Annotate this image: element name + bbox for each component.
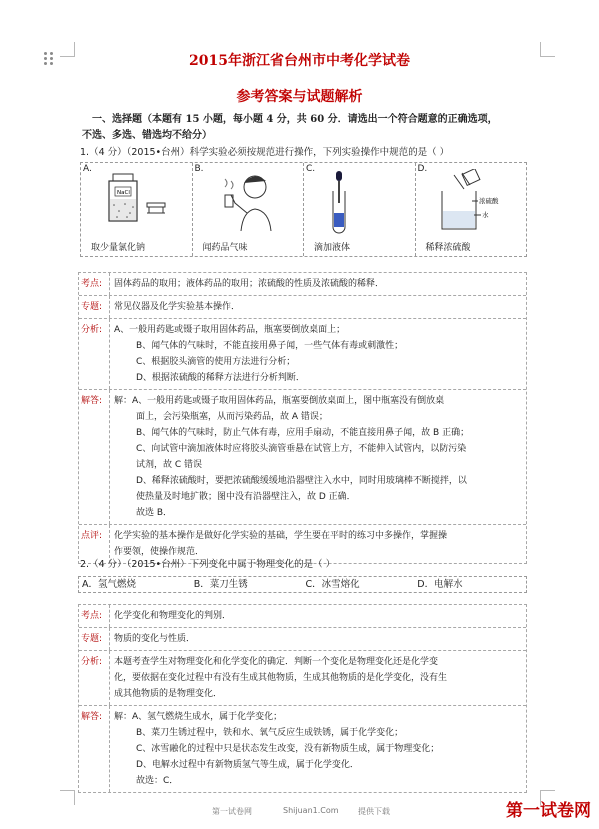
question-2-options xyxy=(78,576,527,593)
reagent-jar-illustration xyxy=(99,169,179,235)
footer-left: 第一试卷网 xyxy=(212,807,252,816)
jieda-row: 解答: 解：A、氢气燃烧生成水，属于化学变化； B、菜刀生锈过程中，铁和水、氧气反应生成铁锈，属于化学变化； C、冰雪融化的过程中只是状态发生改变，没有新物质生成，属于物理变化； D、电解水过程中有新物质氢气等生成，属于化学变化． 故选：C． xyxy=(79,706,526,792)
question-2-stem: 2.（4 分）（2015•台州）下列变化中属于物理变化的是（ ） xyxy=(80,559,336,570)
kaodian-row: 考点: 化学变化和物理变化的判别． xyxy=(79,605,526,628)
footer-site[interactable]: Shijuan1.Com xyxy=(283,806,339,815)
crop-mark-bottom-left xyxy=(60,790,75,805)
person-smelling-illustration xyxy=(211,169,291,235)
option-a: A. NaCl 取少量氯化钠 xyxy=(81,163,193,256)
question-1-analysis xyxy=(78,272,527,564)
option-b: B．菜刀生锈 xyxy=(193,579,248,590)
dianping-row: 点评: 化学实验的基本操作是做好化学实验的基础，学生要在平时的练习中多操作，掌握操 作要领，使操作规范． xyxy=(79,525,526,563)
dropper-test-tube-illustration xyxy=(322,169,402,235)
acid-label: 浓硫酸 xyxy=(478,197,498,205)
option-d: D．电解水 xyxy=(417,579,463,590)
fenxi-row: 分析: A、一般用药匙或镊子取用固体药品，瓶塞要倒放桌面上； B、闻气体的气味时，不能直接用鼻子闻，一些气体有毒或刺激性； C、根据胶头滴管的使用方法进行分析； D、根据浓硫酸的稀释方法进行分析判断． xyxy=(79,319,526,390)
question-1-stem: 1.（4 分）（2015•台州）科学实验必须按规范进行操作，下列实验操作中规范的是（ ） xyxy=(80,147,450,158)
kaodian-row: 考点: 固体药品的取用；液体药品的取用；浓硫酸的性质及浓硫酸的稀释． xyxy=(79,273,526,296)
option-d: D. 浓硫酸 水 稀释浓硫酸 xyxy=(416,163,527,256)
page-subtitle: 参考答案与试题解析 xyxy=(236,89,363,105)
fenxi-row: 分析: 本题考查学生对物理变化和化学变化的确定．判断一个变化是物理变化还是化学变 化，要依据在变化过程中有没有生成其他物质，生成其他物质的是化学变化，没有生 成其他物质的是物理变化． xyxy=(79,651,526,706)
footer-right: 提供下载 xyxy=(358,807,390,816)
zhuanti-row: 专题: 常见仪器及化学实验基本操作． xyxy=(79,296,526,319)
option-a: A．氢气燃烧 xyxy=(82,579,136,590)
naCl-label: NaCl xyxy=(117,190,130,196)
section-heading: 一、选择题（本题有 15 小题，每小题 4 分，共 60 分．请选出一个符合题意的正确选项， 不选、多选、错选均不给分） xyxy=(82,114,498,141)
question-2-analysis xyxy=(78,604,527,793)
jieda-row: 解答: 解：A、一般用药匙或镊子取用固体药品，瓶塞要倒放桌面上，图中瓶塞没有倒放桌 面上，会污染瓶塞，从而污染药品，故 A 错误； B、闻气体的气味时，防止气体有毒，应用手扇动，不能直接用鼻子闻，故 B 正确； C、向试管中滴加液体时应将胶头滴管垂悬在试管上方，不能伸入试管内，以防污染 试剂，故 C 错误 D、稀释浓硫酸时，要把浓硫酸缓缓地沿器壁注入水中，同时用玻璃棒不断搅拌，以 使热量及时地扩散；图中没有沿器壁注入，故 D 正确． 故选 B． xyxy=(79,390,526,525)
page-title: 2015年浙江省台州市中考化学试卷 xyxy=(189,53,410,69)
option-c: C. 滴加液体 xyxy=(304,163,416,256)
option-c: C．冰雪熔化 xyxy=(305,579,360,590)
zhuanti-row: 专题: 物质的变化与性质． xyxy=(79,628,526,651)
brand-logo: 第一试卷网 xyxy=(506,801,591,821)
option-b: B. 闻药品气味 xyxy=(193,163,305,256)
dilution-beaker-illustration xyxy=(434,169,514,235)
question-1-options xyxy=(80,162,527,257)
water-label: 水 xyxy=(481,211,488,219)
